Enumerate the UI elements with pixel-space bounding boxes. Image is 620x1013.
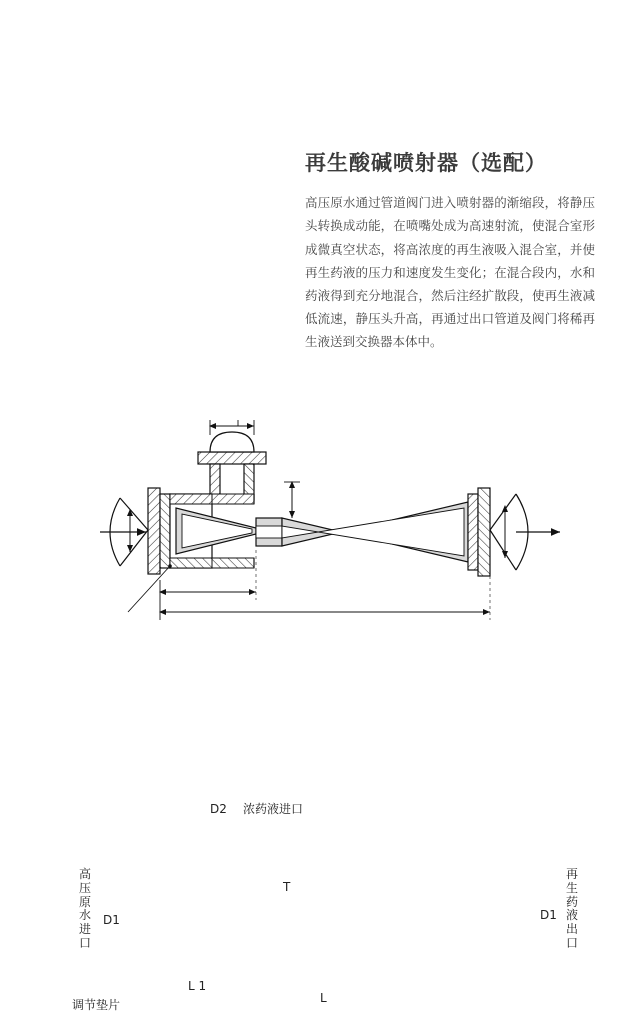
label-dimension-l1: L 1	[188, 979, 207, 993]
label-d2: D2	[210, 802, 227, 816]
technical-diagram	[0, 390, 620, 1012]
label-high-pressure-inlet: 高压原水进口	[78, 867, 91, 950]
description-paragraph: 高压原水通过管道阀门进入喷射器的渐缩段，将静压头转换成动能，在喷嘴处成为高速射流，使混合室形成微真空状态，将高浓度的再生液吸入混合室，并使再生药液的压力和速度发生变化；在混合段内，水和药液得到充分地混合，然后注经扩散段，使再生液减低流速，静压头升高，再通过出口管道及阀门将稀再生液送到交换器本体中。	[305, 195, 595, 350]
label-d1-right: D1	[540, 908, 557, 922]
photo-background	[40, 110, 290, 375]
product-intro-section	[0, 0, 620, 390]
page-title: 再生酸碱喷射器（选配）	[305, 151, 547, 175]
ejector-product-photo	[40, 110, 290, 375]
label-dimension-l: L	[320, 991, 327, 1005]
label-dimension-t: T	[283, 880, 291, 894]
label-adjust-gasket: 调节垫片	[72, 998, 121, 1012]
label-concentrate-inlet: 浓药液进口	[243, 802, 304, 816]
label-d1-left: D1	[103, 913, 120, 927]
ejector-cross-section-drawing	[0, 390, 620, 677]
label-regen-outlet: 再生药液出口	[565, 867, 578, 950]
intro-text-block	[305, 150, 595, 353]
